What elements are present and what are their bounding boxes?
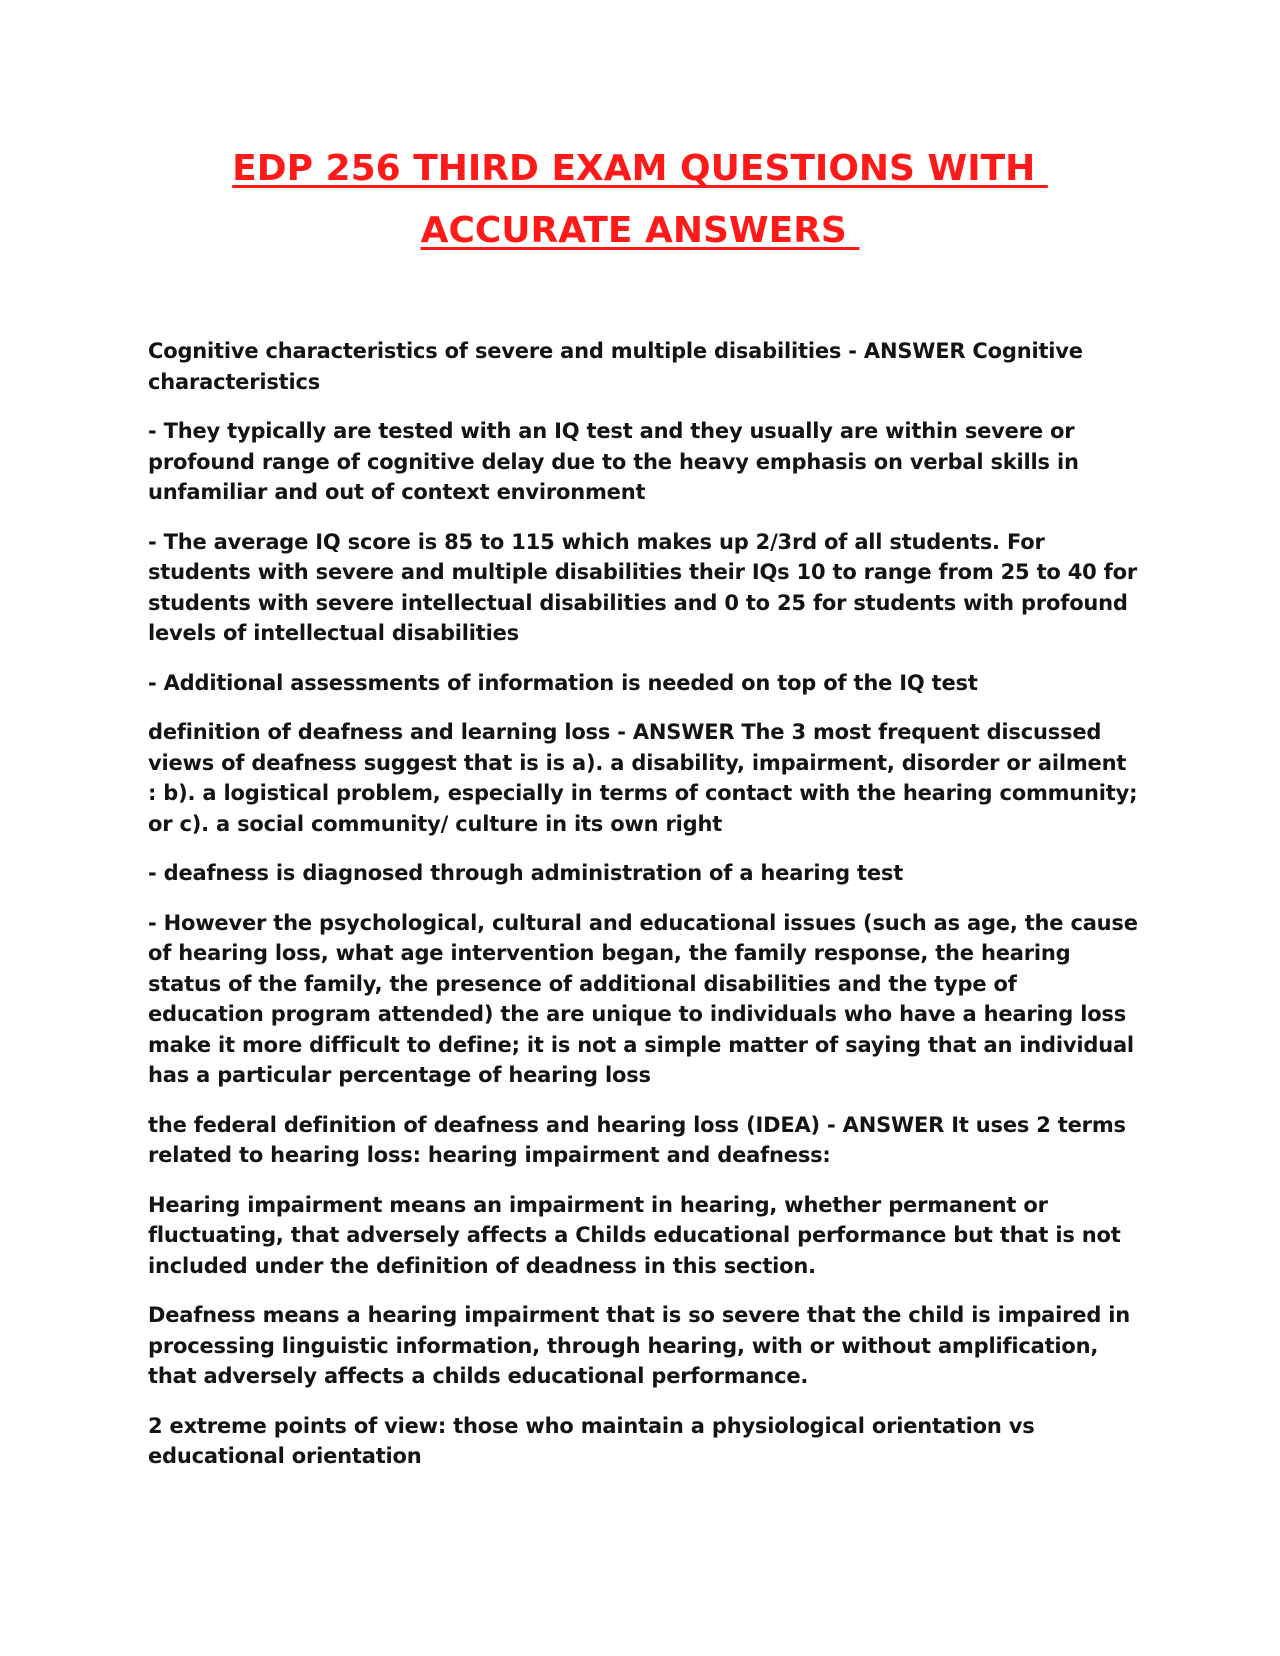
- paragraph-iq-testing: - They typically are tested with an IQ test and they usually are within severe or profound range of cognitive delay due to the heavy emphasis on verbal skills in unfamiliar and out of context environment: [148, 419, 1079, 504]
- paragraph-hearing-test: - deafness is diagnosed through administration of a hearing test: [148, 861, 904, 885]
- paragraph-federal-definition: the federal definition of deafness and hearing loss (IDEA) - ANSWER It uses 2 terms related to hearing loss: hearing impairment and deafness:: [148, 1112, 1126, 1167]
- document-body: [148, 336, 1138, 1491]
- paragraph-issues: - However the psychological, cultural and educational issues (such as age, the cause of hearing loss, what age intervention began, the family response, the hearing status of the family, the presence of additional disabilities and the type of education program attended) the are unique to individuals who have a hearing loss make it more difficult to define; it is not a simple matter of saying that an individual has a particular percentage of hearing loss: [148, 910, 1138, 1087]
- paragraph-cognitive-heading: Cognitive characteristics of severe and multiple disabilities - ANSWER Cognitive characteristics: [148, 339, 1083, 394]
- paragraph-hearing-impairment: Hearing impairment means an impairment in hearing, whether permanent or fluctuating, that adversely affects a Childs educational performance but that is not included under the definition of deadness in this section.: [148, 1192, 1121, 1278]
- title-line-1: EDP 256 THIRD EXAM QUESTIONS WITH: [232, 148, 1048, 189]
- paragraph-deafness-meaning: Deafness means a hearing impairment that is so severe that the child is impaired in processing linguistic information, through hearing, with or without amplification, that adversely affects a childs educational performance.: [148, 1303, 1131, 1388]
- title-line-2: ACCURATE ANSWERS: [420, 210, 860, 251]
- paragraph-points-of-view: 2 extreme points of view: those who maintain a physiological orientation vs educational orientation: [148, 1413, 1035, 1468]
- paragraph-additional-assessments: - Additional assessments of information is needed on top of the IQ test: [148, 670, 978, 695]
- paragraph-iq-scores: - The average IQ score is 85 to 115 which makes up 2/3rd of all students. For students with severe and multiple disabilities their IQs 10 to range from 25 to 40 for students with severe intellectual disabilities and 0 to 25 for students with profound levels of intellectual disabilities: [148, 529, 1138, 645]
- document-title: [0, 138, 1280, 262]
- paragraph-deafness-definition: definition of deafness and learning loss - ANSWER The 3 most frequent discussed views of deafness suggest that is is a). a disability, impairment, disorder or ailment : b). a logistical problem, especially in terms of contact with the hearing community; or c). a social community/ culture in its own right: [148, 720, 1138, 836]
